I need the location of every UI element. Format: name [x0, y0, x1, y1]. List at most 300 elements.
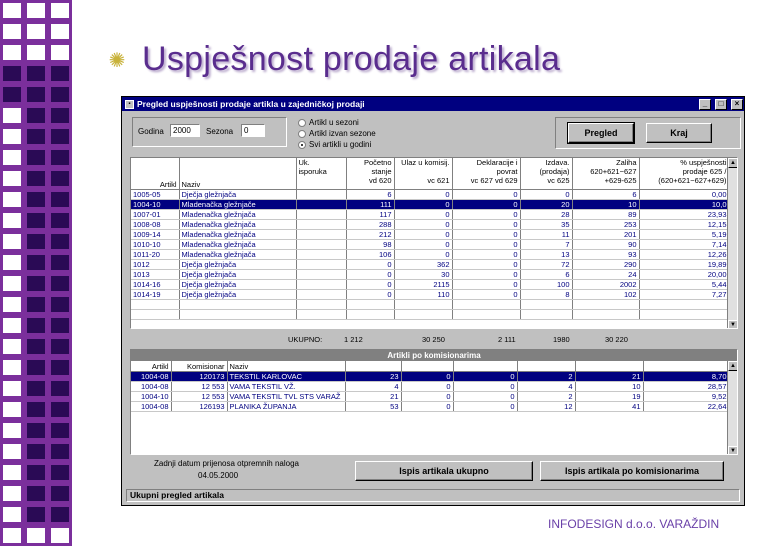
grid-cell	[48, 252, 72, 273]
empty-cell	[394, 309, 452, 319]
grid-cell	[24, 378, 48, 399]
grid-cell	[24, 0, 48, 21]
cell-ulaz: 0	[394, 249, 452, 259]
grid-cell	[24, 462, 48, 483]
totals-row	[122, 335, 742, 345]
cell-uspjesnost: 19,89	[639, 259, 729, 269]
grid-cell	[0, 168, 24, 189]
articles-table	[131, 158, 730, 320]
table-row[interactable]	[131, 229, 729, 239]
pocetno-mid: stanje	[371, 167, 392, 176]
kom-cell-b: 0	[401, 391, 453, 401]
cell-uk	[296, 189, 346, 199]
kom-cell-d: 2	[517, 391, 575, 401]
empty-cell	[520, 309, 572, 319]
cell-deklar: 0	[452, 199, 520, 209]
col-header-uspjesnost[interactable]	[639, 158, 729, 189]
articles-table-body	[131, 189, 729, 319]
cell-ulaz: 362	[394, 259, 452, 269]
cell-uk	[296, 199, 346, 209]
cell-zaliha: 102	[572, 289, 639, 299]
cell-zaliha: 90	[572, 239, 639, 249]
empty-cell	[452, 309, 520, 319]
grid-cell	[0, 483, 24, 504]
sun-bullet-icon: ✺	[108, 50, 126, 72]
table-row[interactable]	[131, 391, 729, 401]
cell-pocetno: 98	[346, 239, 394, 249]
cell-zaliha: 2002	[572, 279, 639, 289]
cell-artikl: 1007-01	[131, 209, 179, 219]
kom-cell-f: 9,52	[643, 391, 729, 401]
window-titlebar	[122, 97, 744, 111]
cell-uspjesnost: 23,93	[639, 209, 729, 219]
kom-cell-f: 22,64	[643, 401, 729, 411]
cell-ulaz: 110	[394, 289, 452, 299]
grid-cell	[24, 21, 48, 42]
cell-artikl: 1010-10	[131, 239, 179, 249]
grid-cell	[0, 105, 24, 126]
kom-header-blank[interactable]	[453, 361, 517, 371]
grid-cell	[0, 462, 24, 483]
cell-izdavanje: 6	[520, 269, 572, 279]
cell-uspjesnost: 10,0	[639, 199, 729, 209]
zaliha-mid: 620+621−627	[590, 167, 637, 176]
grid-cell	[0, 378, 24, 399]
cell-pocetno: 111	[346, 199, 394, 209]
cell-naziv: Mladenačka gležnjača	[179, 219, 296, 229]
grid-cell	[48, 273, 72, 294]
maximize-button[interactable]: □	[715, 99, 727, 110]
cell-izdavanje: 72	[520, 259, 572, 269]
cell-uk	[296, 249, 346, 259]
empty-cell	[639, 309, 729, 319]
grid-cell	[24, 273, 48, 294]
cell-zaliha: 10	[572, 199, 639, 209]
cell-naziv: Mladenačka gležnjača	[179, 209, 296, 219]
col-header-artikl[interactable]: Artikl	[131, 158, 179, 189]
table-row[interactable]	[131, 401, 729, 411]
status-bar: Ukupni pregled artikala	[126, 489, 740, 502]
table-row[interactable]	[131, 199, 729, 209]
table-row[interactable]	[131, 249, 729, 259]
grid-cell	[0, 0, 24, 21]
ulaz-bottom: vc 621	[427, 176, 450, 185]
print-komision-button[interactable]: Ispis artikala po komisionarima	[540, 461, 724, 481]
cell-deklar: 0	[452, 259, 520, 269]
slide-title: Uspješnost prodaje artikala	[142, 40, 561, 78]
grid-cell	[48, 357, 72, 378]
grid-cell	[48, 63, 72, 84]
grid-cell	[24, 357, 48, 378]
cell-uk	[296, 289, 346, 299]
main-grid	[130, 157, 738, 329]
col-header-izdavanje[interactable]	[520, 158, 572, 189]
empty-cell	[296, 309, 346, 319]
grid-cell	[24, 63, 48, 84]
grid-cell	[48, 504, 72, 525]
cell-ulaz: 0	[394, 229, 452, 239]
cell-ulaz: 2115	[394, 279, 452, 289]
kom-cell-c: 0	[453, 381, 517, 391]
cell-naziv: Mladenačka gležnjača	[179, 249, 296, 259]
empty-cell	[179, 309, 296, 319]
kom-cell-e: 10	[575, 381, 643, 391]
grid-cell	[24, 399, 48, 420]
grid-cell	[24, 504, 48, 525]
filter-panel	[132, 117, 287, 147]
col-header-pocetno[interactable]	[346, 158, 394, 189]
cell-artikl: 1014-16	[131, 279, 179, 289]
kom-cell-f: 8,70	[643, 371, 729, 381]
cell-naziv: Dječja gležnjača	[179, 289, 296, 299]
kom-cell-a: 21	[345, 391, 401, 401]
table-row[interactable]	[131, 209, 729, 219]
empty-cell	[520, 299, 572, 309]
cell-deklar: 0	[452, 249, 520, 259]
cell-zaliha: 6	[572, 189, 639, 199]
cell-naziv: Dječja gležnjača	[179, 259, 296, 269]
kom-header-blank[interactable]	[575, 361, 643, 371]
cell-uk	[296, 239, 346, 249]
scroll-down-icon[interactable]: ▼	[728, 320, 738, 329]
grid-cell	[48, 378, 72, 399]
radio-dot	[298, 119, 306, 127]
kom-cell-a: 53	[345, 401, 401, 411]
last-update-label: Zadnji datum prijenosa otpremnih naloga	[154, 459, 299, 468]
pocetno-bottom: vd 620	[368, 176, 392, 185]
empty-cell	[131, 299, 179, 309]
grid-cell	[48, 420, 72, 441]
cell-pocetno: 117	[346, 209, 394, 219]
cell-izdavanje: 100	[520, 279, 572, 289]
radio-label: Svi artikli u godini	[309, 140, 372, 149]
cell-izdavanje: 35	[520, 219, 572, 229]
kom-cell-d: 4	[517, 381, 575, 391]
grid-cell	[24, 168, 48, 189]
grid-cell	[0, 336, 24, 357]
radio-out-season[interactable]	[298, 129, 376, 138]
kom-cell-c: 0	[453, 391, 517, 401]
grid-cell	[0, 441, 24, 462]
kom-header-blank[interactable]	[401, 361, 453, 371]
kom-header-komisionar[interactable]: Komisionar	[171, 361, 227, 371]
cell-zaliha: 89	[572, 209, 639, 219]
kom-cell-b: 0	[401, 381, 453, 391]
kom-cell-komisionar: 126193	[171, 401, 227, 411]
uk-top: Uk.	[298, 158, 310, 167]
kom-header-artikl[interactable]: Artikl	[131, 361, 171, 371]
cell-artikl: 1014-19	[131, 289, 179, 299]
grid-cell	[24, 483, 48, 504]
table-row[interactable]	[131, 219, 729, 229]
radio-label: Artikl izvan sezone	[309, 129, 376, 138]
cell-deklar: 0	[452, 229, 520, 239]
kom-cell-naziv: TEKSTIL KARLOVAC	[227, 371, 345, 381]
komision-grid	[130, 349, 738, 455]
season-input[interactable]: 0	[241, 124, 265, 137]
decorative-grid	[0, 0, 72, 540]
app-icon[interactable]: ▪	[125, 100, 134, 109]
cell-zaliha: 93	[572, 249, 639, 259]
kom-cell-d: 2	[517, 371, 575, 381]
grid-cell	[48, 315, 72, 336]
uspjesnost-bottom: (620+621−627+629)	[658, 176, 727, 185]
cell-izdavanje: 0	[520, 189, 572, 199]
table-row[interactable]	[131, 189, 729, 199]
radio-dot	[298, 130, 306, 138]
grid-cell	[48, 189, 72, 210]
table-row[interactable]	[131, 381, 729, 391]
grid-cell	[0, 84, 24, 105]
grid-cell	[24, 231, 48, 252]
season-label: Sezona	[206, 127, 234, 136]
scroll-up-icon[interactable]: ▲	[728, 361, 738, 371]
kom-cell-b: 0	[401, 371, 453, 381]
kom-cell-komisionar: 120173	[171, 371, 227, 381]
cell-uk	[296, 259, 346, 269]
action-panel	[555, 117, 741, 149]
zaliha-bottom: +629-625	[604, 176, 637, 185]
grid-cell	[0, 126, 24, 147]
cell-artikl: 1013	[131, 269, 179, 279]
grid-cell	[0, 63, 24, 84]
last-update-date: 04.05.2000	[198, 471, 239, 480]
cell-naziv: Mladenačka gležnjača	[179, 239, 296, 249]
cell-uk	[296, 209, 346, 219]
radio-in-season[interactable]	[298, 118, 359, 127]
cell-naziv: Mladenačka gležnjače	[179, 199, 296, 209]
grid-cell	[24, 210, 48, 231]
cell-artikl: 1012	[131, 259, 179, 269]
cell-naziv: Dječja gležnjača	[179, 269, 296, 279]
col-header-naziv[interactable]: Naziv	[179, 158, 296, 189]
cell-uspjesnost: 5,19	[639, 229, 729, 239]
year-label: Godina	[138, 127, 164, 136]
empty-row	[131, 309, 729, 319]
cell-naziv: Dječja gležnjača	[179, 189, 296, 199]
cell-izdavanje: 13	[520, 249, 572, 259]
grid-cell	[24, 315, 48, 336]
year-input[interactable]: 2000	[170, 124, 200, 137]
cell-pocetno: 106	[346, 249, 394, 259]
uspjesnost-top: % uspješnosti	[680, 158, 727, 167]
grid-cell	[0, 399, 24, 420]
cell-ulaz: 0	[394, 239, 452, 249]
grid-cell	[24, 126, 48, 147]
cell-uk	[296, 279, 346, 289]
grid-cell	[48, 126, 72, 147]
grid-cell	[0, 189, 24, 210]
kom-cell-komisionar: 12 553	[171, 381, 227, 391]
cell-pocetno: 0	[346, 259, 394, 269]
kom-cell-e: 41	[575, 401, 643, 411]
grid-cell	[48, 0, 72, 21]
cell-pocetno: 0	[346, 289, 394, 299]
kom-cell-d: 12	[517, 401, 575, 411]
grid-cell	[0, 525, 24, 546]
grid-cell	[24, 294, 48, 315]
izdavanje-top: Izdava.	[545, 158, 570, 167]
grid-cell	[24, 252, 48, 273]
grid-cell	[48, 441, 72, 462]
grid-cell	[24, 42, 48, 63]
cell-izdavanje: 20	[520, 199, 572, 209]
cell-deklar: 0	[452, 269, 520, 279]
cell-uk	[296, 269, 346, 279]
kom-cell-e: 19	[575, 391, 643, 401]
komision-title: Artikli po komisionarima	[131, 350, 737, 361]
empty-cell	[131, 309, 179, 319]
totals-izdavanje: 1980	[553, 335, 570, 344]
grid-cell	[48, 525, 72, 546]
cell-ulaz: 0	[394, 209, 452, 219]
cell-artikl: 1004-10	[131, 199, 179, 209]
scroll-down-icon[interactable]: ▼	[728, 446, 738, 455]
cell-pocetno: 212	[346, 229, 394, 239]
grid-cell	[0, 504, 24, 525]
cell-deklar: 0	[452, 209, 520, 219]
cell-pocetno: 0	[346, 269, 394, 279]
pocetno-top: Početno	[363, 158, 392, 167]
grid-cell	[48, 336, 72, 357]
izdavanje-mid: (prodaja)	[539, 167, 570, 176]
table-row[interactable]	[131, 269, 729, 279]
window-title: Pregled uspješnosti prodaje artikla u zajedničkoj prodaji	[137, 99, 365, 109]
scroll-up-icon[interactable]: ▲	[728, 158, 738, 168]
cell-pocetno: 6	[346, 189, 394, 199]
deklar-bottom: vc 627 vd 629	[470, 176, 518, 185]
kom-cell-b: 0	[401, 401, 453, 411]
zaliha-top: Zaliha	[616, 158, 637, 167]
totals-ulaz: 30 250	[422, 335, 445, 344]
main-grid-scrollbar[interactable]	[727, 158, 737, 329]
cell-zaliha: 24	[572, 269, 639, 279]
grid-cell	[48, 483, 72, 504]
grid-cell	[24, 525, 48, 546]
empty-cell	[452, 299, 520, 309]
grid-cell	[24, 84, 48, 105]
cell-ulaz: 0	[394, 199, 452, 209]
cell-uk	[296, 219, 346, 229]
col-header-ulaz[interactable]	[394, 158, 452, 189]
col-header-deklar[interactable]	[452, 158, 520, 189]
grid-cell	[48, 21, 72, 42]
uk-bottom: isporuka	[298, 167, 327, 176]
kom-cell-artikl: 1004-08	[131, 381, 171, 391]
cell-deklar: 0	[452, 219, 520, 229]
uspjesnost-mid: prodaje 625 /	[682, 167, 727, 176]
grid-cell	[0, 21, 24, 42]
kom-cell-artikl: 1004-08	[131, 401, 171, 411]
table-row[interactable]	[131, 371, 729, 381]
app-window	[121, 96, 745, 506]
kom-header-blank[interactable]	[643, 361, 729, 371]
cell-izdavanje: 11	[520, 229, 572, 239]
kom-cell-artikl: 1004-10	[131, 391, 171, 401]
komision-table-body	[131, 371, 729, 411]
grid-cell	[24, 189, 48, 210]
table-row[interactable]	[131, 239, 729, 249]
kom-header-blank[interactable]	[517, 361, 575, 371]
cell-zaliha: 201	[572, 229, 639, 239]
radio-all-year[interactable]	[298, 140, 371, 149]
cell-artikl: 1005-05	[131, 189, 179, 199]
minimize-button[interactable]: _	[699, 99, 711, 110]
pregled-button[interactable]: Pregled	[568, 123, 634, 143]
cell-artikl: 1009-14	[131, 229, 179, 239]
cell-zaliha: 290	[572, 259, 639, 269]
col-header-zaliha[interactable]	[572, 158, 639, 189]
cell-deklar: 0	[452, 289, 520, 299]
grid-cell	[0, 315, 24, 336]
cell-uspjesnost: 20,00	[639, 269, 729, 279]
kom-cell-f: 28,57	[643, 381, 729, 391]
cell-uspjesnost: 0,00	[639, 189, 729, 199]
cell-ulaz: 30	[394, 269, 452, 279]
kom-header-blank[interactable]	[345, 361, 401, 371]
ulaz-top: Ulaz u komisij.	[401, 158, 450, 167]
kom-header-naziv[interactable]: Naziv	[227, 361, 345, 371]
grid-cell	[0, 210, 24, 231]
empty-cell	[346, 299, 394, 309]
kom-cell-naziv: VAMA TEKSTIL TVL STS VARAŽ	[227, 391, 345, 401]
grid-cell	[24, 147, 48, 168]
cell-izdavanje: 8	[520, 289, 572, 299]
komision-grid-scrollbar[interactable]	[727, 361, 737, 455]
cell-deklar: 0	[452, 189, 520, 199]
slide-footer: INFODESIGN d.o.o. VARAŽDIN	[548, 517, 720, 531]
cell-uspjesnost: 12,15	[639, 219, 729, 229]
grid-cell	[48, 210, 72, 231]
cell-uk	[296, 229, 346, 239]
grid-cell	[0, 252, 24, 273]
kom-cell-artikl: 1004-08	[131, 371, 171, 381]
cell-artikl: 1008-08	[131, 219, 179, 229]
grid-cell	[48, 147, 72, 168]
kraj-button[interactable]: Kraj	[646, 123, 712, 143]
deklar-top: Deklaracije i	[476, 158, 518, 167]
close-button[interactable]: ×	[731, 99, 743, 110]
table-row[interactable]	[131, 259, 729, 269]
cell-deklar: 0	[452, 279, 520, 289]
komision-table	[131, 361, 730, 412]
cell-izdavanje: 7	[520, 239, 572, 249]
grid-cell	[48, 168, 72, 189]
cell-ulaz: 0	[394, 219, 452, 229]
cell-naziv: Mladenačka gležnjača	[179, 229, 296, 239]
kom-cell-naziv: PLANIKA ŽUPANJA	[227, 401, 345, 411]
grid-cell	[48, 462, 72, 483]
col-header-uk[interactable]	[296, 158, 346, 189]
grid-cell	[0, 231, 24, 252]
cell-artikl: 1011-20	[131, 249, 179, 259]
empty-cell	[572, 309, 639, 319]
table-row[interactable]	[131, 289, 729, 299]
grid-cell	[0, 294, 24, 315]
totals-uk: 1 212	[344, 335, 363, 344]
grid-cell	[0, 420, 24, 441]
grid-cell	[0, 42, 24, 63]
izdavanje-bottom: vc 625	[547, 176, 570, 185]
table-row[interactable]	[131, 279, 729, 289]
cell-uspjesnost: 7,27	[639, 289, 729, 299]
print-total-button[interactable]: Ispis artikala ukupno	[355, 461, 533, 481]
cell-izdavanje: 28	[520, 209, 572, 219]
cell-pocetno: 288	[346, 219, 394, 229]
grid-cell	[48, 294, 72, 315]
cell-pocetno: 0	[346, 279, 394, 289]
cell-uspjesnost: 5,44	[639, 279, 729, 289]
